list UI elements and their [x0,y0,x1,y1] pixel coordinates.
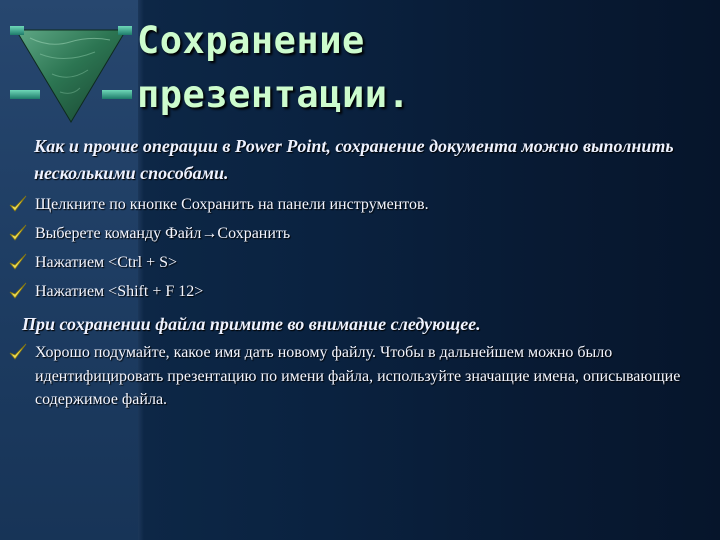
title-line-1: Сохранение [137,19,365,62]
bullet-item [7,251,713,275]
bullet-text: Нажатием <Ctrl + S> [35,254,178,271]
intro-text: Как и прочие операции в Power Point, сохранение документа можно выполнить несколькими способами. [34,136,674,183]
bullet-item [7,341,713,412]
bullet-text: Щелкните по кнопке Сохранить на панели инструментов. [35,196,429,213]
title-line-2: презентации. [137,73,411,116]
bullet-item [7,222,713,246]
checkmark-icon [7,341,29,363]
checkmark-icon [7,222,29,244]
tip-text: Хорошо подумайте, какое имя дать новому файлу. Чтобы в дальнейшем можно было идентифицировать презентацию по имени файла, используйте значащие имена, описывающие содержимое файла. [35,344,681,408]
checkmark-icon [7,193,29,215]
bullet-item [7,193,713,217]
checkmark-icon [7,280,29,302]
bullet-text: Выберете команду Файл→Сохранить [35,225,291,242]
bullet-item [7,280,713,304]
bullet-text: Нажатием <Shift + F 12> [35,283,204,300]
checkmark-icon [7,251,29,273]
note-text: При сохранении файла примите во внимание следующее. [22,314,481,334]
